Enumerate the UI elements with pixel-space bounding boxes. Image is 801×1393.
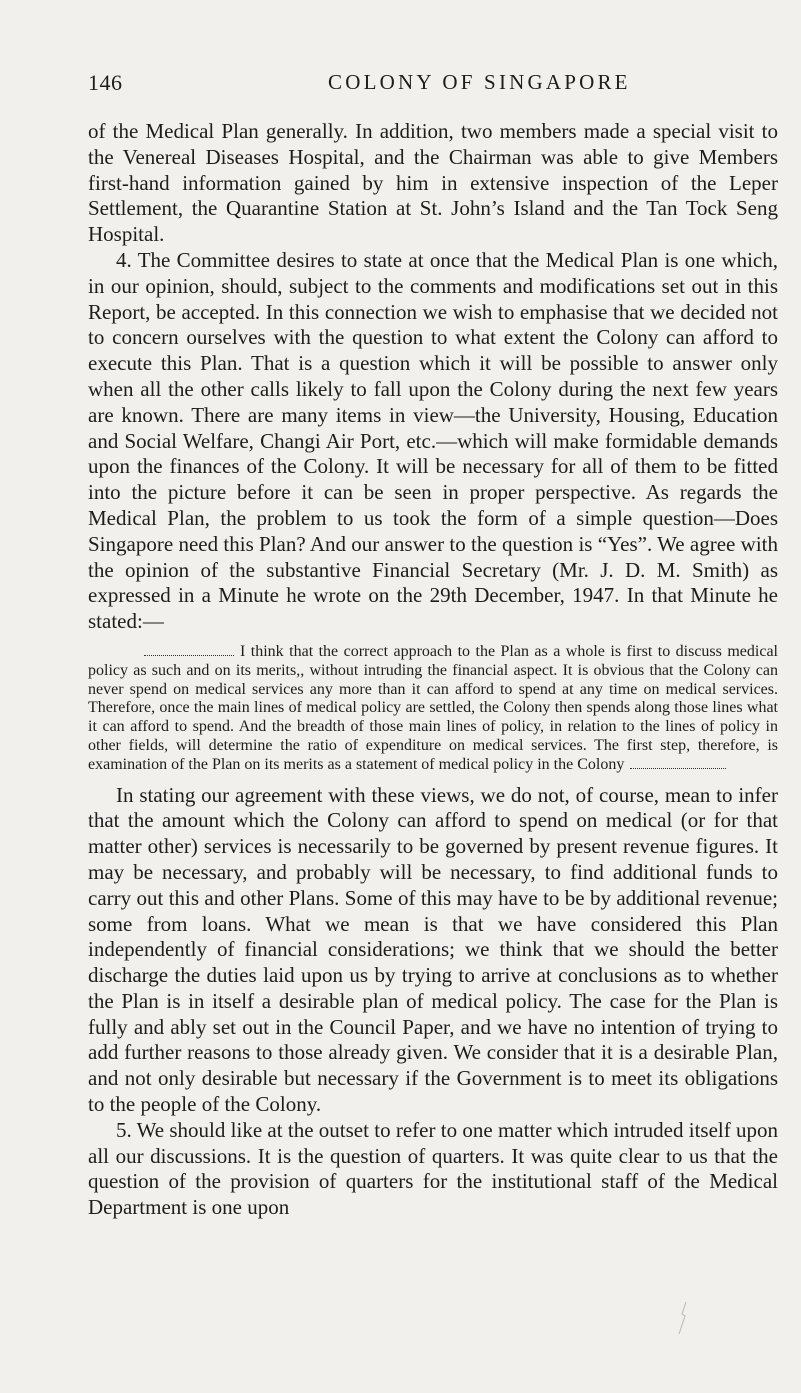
paragraph-after-quote: In stating our agreement with these views, we do not, of course, mean to infer that the amount which the Colony can afford to spend on medical (or for that matter other) services is necessarily to be governed by present revenue figures. It may be necessary, and probably will be necessary, to find additional funds to carry out this and other Plans. Some of this may have to be by additional revenue; some from loans. What we mean is that we have considered this Plan independently of financial considerations; we think that we should the better discharge the duties laid upon us by trying to arrive at conclusions as to whether the Plan is in itself a desirable plan of medical policy. The case for the Plan is fully and ably set out in the Council Paper, and we have no intention of trying to add further reasons to those already given. We consider that it is a desirable Plan, and not only desirable but necessary if the Government is to meet its obligations to the people of the Colony. bbox=[88, 782, 778, 1117]
running-title: COLONY OF SINGAPORE bbox=[328, 70, 631, 94]
ellipsis-leader bbox=[144, 643, 234, 656]
page-number: 146 bbox=[88, 70, 123, 95]
page-header bbox=[88, 70, 748, 100]
paragraph-continued: of the Medical Plan generally. In addition, two members made a special visit to the Venereal Diseases Hospital, and the Chairman was able to give Members first-hand information gained by him in extensive inspection of the Leper Settlement, the Quarantine Station at St. John’s Island and the Tan Tock Seng Hospital. bbox=[88, 119, 778, 247]
body-text bbox=[88, 119, 778, 1221]
quote-text: I think that the correct approach to the Plan as a whole is first to discuss medical policy as such and on its merits,, without intruding the financial aspect. It is obvious that the Colony can never spend on medical services any more than it can afford to spend at any time on medical services. Therefore, once the main lines of medical policy are settled, the Colony then spends along those lines what it can afford to spend. And the breadth of those main lines of policy, in relation to the lines of policy in other fields, will determine the ratio of expenditure on medical services. The first step, therefore, is examination of the Plan on its merits as a statement of medical policy in the Colony bbox=[88, 642, 778, 773]
paragraph-4: 4. The Committee desires to state at once that the Medical Plan is one which, in our opinion, should, subject to the comments and modifications set out in this Report, be accepted. In this connection we wish to emphasise that we decided not to concern ourselves with the question to what extent the Colony can afford to execute this Plan. That is a question which it will be possible to answer only when all the other calls likely to fall upon the Colony during the next few years are known. There are many items in view—the University, Housing, Education and Social Welfare, Changi Air Port, etc.—which will make formidable demands upon the finances of the Colony. It will be necessary for all of them to be fitted into the picture before it can be seen in proper perspective. As regards the Medical Plan, the problem to us took the form of a simple question—Does Singapore need this Plan? And our answer to the question is “Yes”. We agree with the opinion of the substantive Financial Secretary (Mr. J. D. M. Smith) as expressed in a Minute he wrote on the 29th December, 1947. In that Minute he stated:— bbox=[88, 247, 778, 634]
pencil-mark-icon bbox=[676, 1300, 688, 1336]
block-quote bbox=[88, 643, 778, 775]
paragraph-5: 5. We should like at the outset to refer to one matter which intruded itself upon all our discussions. It is the question of quarters. It was quite clear to us that the question of the provision of quarters for the institutional staff of the Medical Department is one upon bbox=[88, 1117, 778, 1220]
ellipsis-trailer bbox=[630, 756, 726, 769]
